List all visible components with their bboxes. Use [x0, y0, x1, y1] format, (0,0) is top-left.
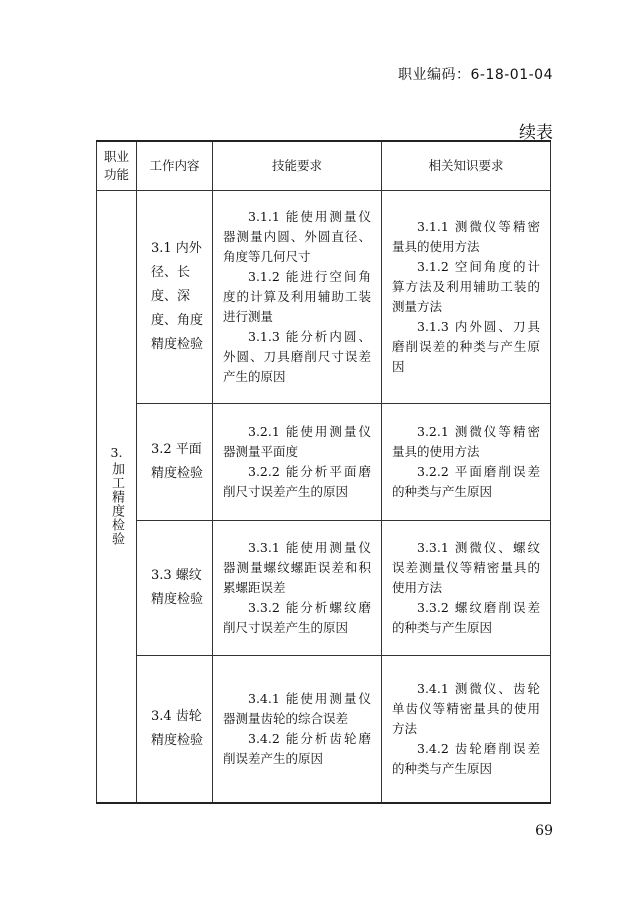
- work-content-cell: 3.4 齿轮精度检验: [137, 656, 213, 804]
- table-row: [97, 656, 551, 804]
- skill-cell: [213, 521, 382, 656]
- table-row: [97, 404, 551, 521]
- skill-item: 3.2.2 能分析平面磨削尺寸误差产生的原因: [223, 464, 371, 499]
- knowledge-item: 3.2.1 测微仪等精密量具的使用方法: [392, 424, 540, 459]
- occupation-code: 职业编码：6-18-01-04: [397, 67, 553, 83]
- knowledge-item: 3.2.2 平面磨削误差的种类与产生原因: [392, 464, 540, 499]
- table-row: [97, 521, 551, 656]
- skill-item: 3.1.1 能使用测量仪器测量内圆、外圆直径、角度等几何尺寸: [223, 209, 371, 264]
- page-number: 69: [535, 823, 553, 839]
- knowledge-cell: [382, 521, 551, 656]
- skill-item: 3.1.3 能分析内圆、外圆、刀具磨削尺寸误差产生的原因: [223, 329, 371, 384]
- header-skill-requirements: 技能要求: [213, 141, 382, 191]
- header-function: 职业 功能: [97, 141, 137, 191]
- knowledge-cell: [382, 656, 551, 804]
- function-cell: [97, 191, 137, 804]
- knowledge-item: 3.4.2 齿轮磨削误差的种类与产生原因: [392, 741, 540, 776]
- knowledge-cell: [382, 191, 551, 404]
- knowledge-item: 3.1.2 空间角度的计算方法及利用辅助工装的测量方法: [392, 259, 540, 314]
- table-row: [97, 191, 551, 404]
- skill-cell: [213, 191, 382, 404]
- function-name: 加工精度检验: [109, 461, 124, 546]
- continued-label: 续表: [519, 123, 553, 143]
- skill-cell: [213, 404, 382, 521]
- knowledge-cell: [382, 404, 551, 521]
- knowledge-item: 3.4.1 测微仪、齿轮单齿仪等精密量具的使用方法: [392, 681, 540, 736]
- skill-item: 3.2.1 能使用测量仪器测量平面度: [223, 424, 371, 459]
- skill-item: 3.3.2 能分析螺纹磨削尺寸误差产生的原因: [223, 600, 371, 635]
- skill-item: 3.3.1 能使用测量仪器测量螺纹螺距误差和积累螺距误差: [223, 540, 371, 595]
- knowledge-item: 3.3.1 测微仪、螺纹误差测量仪等精密量具的使用方法: [392, 540, 540, 595]
- skill-item: 3.1.2 能进行空间角度的计算及利用辅助工装进行测量: [223, 269, 371, 324]
- work-content-cell: 3.1 内外径、长度、深度、角度精度检验: [137, 191, 213, 404]
- function-number: 3.: [110, 444, 123, 460]
- header-knowledge-requirements: 相关知识要求: [382, 141, 551, 191]
- skill-cell: [213, 656, 382, 804]
- knowledge-item: 3.3.2 螺纹磨削误差的种类与产生原因: [392, 600, 540, 635]
- work-content-cell: 3.3 螺纹精度检验: [137, 521, 213, 656]
- skill-item: 3.4.1 能使用测量仪器测量齿轮的综合误差: [223, 691, 371, 726]
- skill-item: 3.4.2 能分析齿轮磨削误差产生的原因: [223, 731, 371, 766]
- skill-requirements-table: [96, 140, 551, 804]
- knowledge-item: 3.1.1 测微仪等精密量具的使用方法: [392, 219, 540, 254]
- knowledge-item: 3.1.3 内外圆、刀具磨削误差的种类与产生原因: [392, 319, 540, 374]
- work-content-cell: 3.2 平面精度检验: [137, 404, 213, 521]
- header-work-content: 工作内容: [137, 141, 213, 191]
